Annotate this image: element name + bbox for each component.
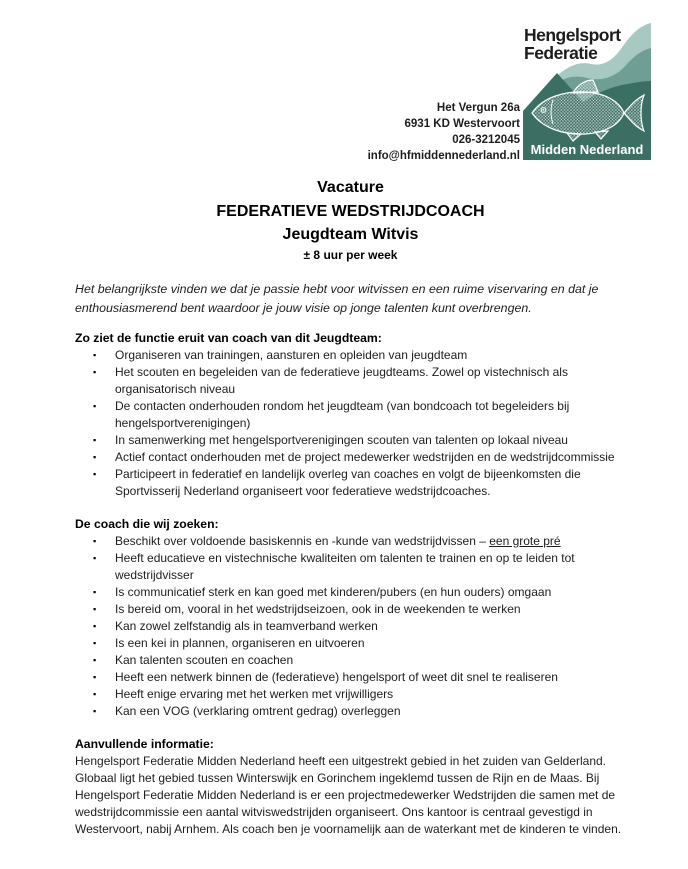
bullet-item: ▪ Heeft enige ervaring met het werken met vrijwilligers xyxy=(92,686,626,703)
email-address: info@hfmiddennederland.nl xyxy=(367,150,520,162)
vacancy-team: Jeugdteam Witvis xyxy=(282,226,419,243)
address-street: Het Vergun 26a xyxy=(436,102,520,114)
bullet-item: ▪ Is een kei in plannen, organiseren en uitvoeren xyxy=(92,635,626,652)
section-heading-role: Zo ziet de functie eruit van coach van dit Jeugdteam: xyxy=(75,330,382,345)
bullet-item: ▪ Het scouten en begeleiden van de federatieve jeugdteams. Zowel op vistechnisch als organisatorisch niveau xyxy=(92,364,626,398)
bullet-item: ▪ Kan talenten scouten en coachen xyxy=(92,652,626,669)
intro-paragraph: Het belangrijkste vinden we dat je passie hebt voor witvissen en een ruime viservaring en dat je enthousiasmerend bent waardoor je jouw visie op jonge talenten kunt overbrengen. xyxy=(75,281,599,315)
vacancy-position-title: FEDERATIEVE WEDSTRIJDCOACH xyxy=(216,202,485,220)
bullet-item: ▪ Heeft educatieve en vistechnische kwaliteiten om talenten te trainen en op te leiden tot wedstrijdvisser xyxy=(92,550,626,584)
bullet-item: ▪ De contacten onderhouden rondom het jeugdteam (van bondcoach tot begeleiders bij hengelsportverenigingen) xyxy=(92,398,626,432)
section-heading-profile: De coach die wij zoeken: xyxy=(75,516,219,531)
bullet-item: ▪ Beschikt over voldoende basiskennis en -kunde van wedstrijdvissen – een grote pré xyxy=(92,533,626,550)
bullet-item: ▪ Organiseren van trainingen, aansturen en opleiden van jeugdteam xyxy=(92,347,626,364)
vacancy-title-block xyxy=(75,176,626,264)
vacancy-hours: ± 8 uur per week xyxy=(303,247,398,262)
bullet-item: ▪ Participeert in federatief en landelijk overleg van coaches en volgt de bijeenkomsten die Sportvisserij Nederland organiseert voor federatieve wedstrijdcoaches. xyxy=(92,466,626,500)
contact-address-block xyxy=(368,100,520,164)
address-postal-city: 6931 KD Westervoort xyxy=(404,118,520,130)
phone-number: 026-3212045 xyxy=(452,134,520,146)
additional-info-paragraph: Hengelsport Federatie Midden Nederland heeft een uitgestrekt gebied in het zuiden van Gelderland. Globaal ligt het gebied tussen Winterswijk en Gorinchem ingeklemd tussen de Rijn en de Maas. Bij Hengelsport Federatie Midden Nederland is er een projectmedewerker Wedstrijden die samen met de wedstrijdcommissie een aantal witviswedstrijden organiseert. Ons kantoor is centraal gevestigd in Westervoort, nabij Arnhem. Als coach ben je voornamelijk aan de waterkant met de kinderen te vinden. xyxy=(75,753,622,836)
bullet-item: ▪ Is communicatief sterk en kan goed met kinderen/pubers (en hun ouders) omgaan xyxy=(92,584,626,601)
bullet-item: ▪ Heeft een netwerk binnen de (federatieve) hengelsport of weet dit snel te realiseren xyxy=(92,669,626,686)
candidate-requirements-list xyxy=(75,533,626,720)
organization-logo xyxy=(523,14,651,160)
logo-name-line2: Federatie xyxy=(524,43,598,63)
section-heading-additional-info: Aanvullende informatie: xyxy=(75,736,214,751)
logo-region-label: Midden Nederland xyxy=(530,142,644,157)
bullet-item: ▪ Actief contact onderhouden met de project medewerker wedstrijden en de wedstrijdcommissie xyxy=(92,449,626,466)
vacancy-label: Vacature xyxy=(317,179,384,196)
bullet-item: ▪ Kan zowel zelfstandig als in teamverband werken xyxy=(92,618,626,635)
bullet-item: ▪ Kan een VOG (verklaring omtrent gedrag) overleggen xyxy=(92,703,626,720)
logo-name-line1: Hengelsport xyxy=(524,25,621,45)
bullet-item: ▪ In samenwerking met hengelsportverenigingen scouten van talenten op lokaal niveau xyxy=(92,432,626,449)
bullet-item: ▪ Is bereid om, vooral in het wedstrijdseizoen, ook in de weekenden te werken xyxy=(92,601,626,618)
role-task-list xyxy=(75,347,626,500)
